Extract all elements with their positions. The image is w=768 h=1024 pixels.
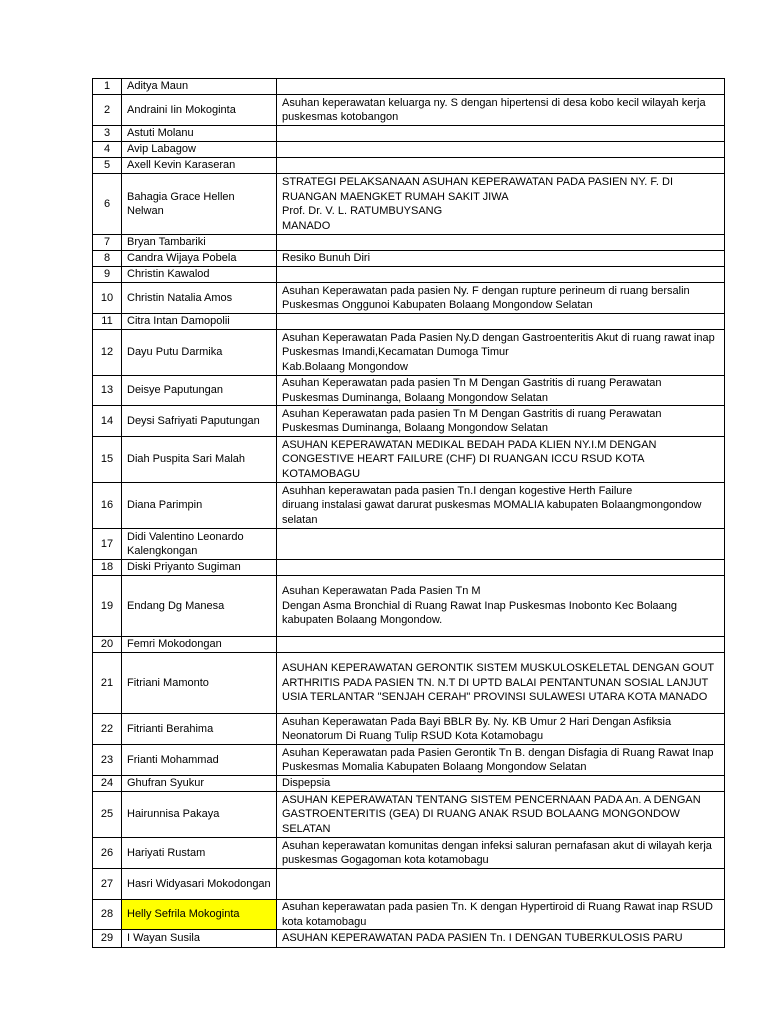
row-number: 11 <box>93 314 122 330</box>
thesis-topic: Asuhan Keperawatan Pada Pasien Ny.D dengan Gastroenteritis Akut di ruang rawat inap Puskesmas Imandi,Kecamatan Dumoga Timur Kab.Bolaang Mongondow <box>277 330 725 376</box>
student-name: Bahagia Grace Hellen Nelwan <box>122 174 277 235</box>
thesis-topic: Dispepsia <box>277 776 725 792</box>
row-number: 22 <box>93 714 122 745</box>
table-row <box>93 483 725 529</box>
thesis-topic <box>277 560 725 576</box>
thesis-topic: Asuhan keperawatan keluarga ny. S dengan hipertensi di desa kobo kecil wilayah kerja puskesmas kotobangon <box>277 95 725 126</box>
row-number: 17 <box>93 529 122 560</box>
table-row <box>93 376 725 406</box>
thesis-topic <box>277 79 725 95</box>
student-name: Astuti Molanu <box>122 126 277 142</box>
thesis-topic <box>277 314 725 330</box>
student-name: Didi Valentino Leonardo Kalengkongan <box>122 529 277 560</box>
student-name: Bryan Tambariki <box>122 235 277 251</box>
student-name: Axell Kevin Karaseran <box>122 158 277 174</box>
row-number: 15 <box>93 437 122 483</box>
thesis-topic <box>277 637 725 653</box>
thesis-topic: Asuhan Keperawatan Pada Bayi BBLR By. Ny. KB Umur 2 Hari Dengan Asfiksia Neonatorum Di Ruang Tulip RSUD Kota Kotamobagu <box>277 714 725 745</box>
row-number: 23 <box>93 745 122 776</box>
student-name: Endang Dg Manesa <box>122 576 277 637</box>
thesis-topic: Asuhan Keperawatan pada pasien Tn M Dengan Gastritis di ruang Perawatan Puskesmas Duminanga, Bolaang Mongondow Selatan <box>277 406 725 437</box>
row-number: 27 <box>93 869 122 900</box>
thesis-topic: ASUHAN KEPERAWATAN MEDIKAL BEDAH PADA KLIEN NY.I.M DENGAN CONGESTIVE HEART FAILURE (CHF) DI RUANGAN ICCU RSUD KOTA KOTAMOBAGU <box>277 437 725 483</box>
thesis-topic: Asuhhan keperawatan pada pasien Tn.I dengan kogestive Herth Failure diruang instalasi gawat darurat puskesmas MOMALIA kabupaten Bolaangmongondow selatan <box>277 483 725 529</box>
row-number: 7 <box>93 235 122 251</box>
row-number: 14 <box>93 406 122 437</box>
row-number: 3 <box>93 126 122 142</box>
student-name: Hariyati Rustam <box>122 838 277 869</box>
table-row <box>93 637 725 653</box>
table-row <box>93 576 725 637</box>
thesis-topic: Resiko Bunuh Diri <box>277 251 725 267</box>
row-number: 1 <box>93 79 122 95</box>
thesis-topic: ASUHAN KEPERAWATAN GERONTIK SISTEM MUSKULOSKELETAL DENGAN GOUT ARTHRITIS PADA PASIEN TN. N.T DI UPTD BALAI PENTANTUNAN SOSIAL LANJUT USIA TERLANTAR "SENJAH CERAH" PROVINSI SULAWESI UTARA KOTA MANADO <box>277 653 725 714</box>
row-number: 2 <box>93 95 122 126</box>
thesis-topic <box>277 529 725 560</box>
student-name: Fitrianti Berahima <box>122 714 277 745</box>
row-number: 16 <box>93 483 122 529</box>
row-number: 5 <box>93 158 122 174</box>
row-number: 9 <box>93 267 122 283</box>
student-name: Fitriani Mamonto <box>122 653 277 714</box>
table-row <box>93 126 725 142</box>
table-row <box>93 714 725 745</box>
row-number: 10 <box>93 283 122 314</box>
thesis-topic: Asuhan Keperawatan pada pasien Ny. F dengan rupture perineum di ruang bersalin Puskesmas Onggunoi Kabupaten Bolaang Mongondow Selatan <box>277 283 725 314</box>
thesis-topic: Asuhan keperawatan pada pasien Tn. K dengan Hypertiroid di Ruang Rawat inap RSUD kota kotamobagu <box>277 900 725 930</box>
row-number: 21 <box>93 653 122 714</box>
table-row <box>93 314 725 330</box>
row-number: 20 <box>93 637 122 653</box>
thesis-topic: ASUHAN KEPERAWATAN TENTANG SISTEM PENCERNAAN PADA An. A DENGAN GASTROENTERITIS (GEA) DI RUANG ANAK RSUD BOLAANG MONGONDOW SELATAN <box>277 792 725 838</box>
thesis-topic <box>277 869 725 900</box>
row-number: 18 <box>93 560 122 576</box>
row-number: 4 <box>93 142 122 158</box>
table-row <box>93 251 725 267</box>
table-row <box>93 900 725 930</box>
table-row <box>93 653 725 714</box>
student-name: Femri Mokodongan <box>122 637 277 653</box>
table-row <box>93 838 725 869</box>
row-number: 6 <box>93 174 122 235</box>
thesis-topic: Asuhan Keperawatan Pada Pasien Tn M Dengan Asma Bronchial di Ruang Rawat Inap Puskesmas Inobonto Kec Bolaang kabupaten Bolaang Mongondow. <box>277 576 725 637</box>
row-number: 19 <box>93 576 122 637</box>
table-row <box>93 529 725 560</box>
thesis-topic: ASUHAN KEPERAWATAN PADA PASIEN Tn. I DENGAN TUBERKULOSIS PARU <box>277 930 725 948</box>
table-row <box>93 267 725 283</box>
thesis-topic <box>277 158 725 174</box>
student-name: Aditya Maun <box>122 79 277 95</box>
student-name: Frianti Mohammad <box>122 745 277 776</box>
table-row <box>93 406 725 437</box>
student-name: Deysi Safriyati Paputungan <box>122 406 277 437</box>
table-row <box>93 930 725 948</box>
student-name: Dayu Putu Darmika <box>122 330 277 376</box>
row-number: 29 <box>93 930 122 948</box>
row-number: 28 <box>93 900 122 930</box>
student-name: Diah Puspita Sari Malah <box>122 437 277 483</box>
row-number: 26 <box>93 838 122 869</box>
student-name: Avip Labagow <box>122 142 277 158</box>
table-row <box>93 174 725 235</box>
student-name: Christin Kawalod <box>122 267 277 283</box>
thesis-topic <box>277 235 725 251</box>
table-body <box>93 79 725 948</box>
student-name: Helly Sefrila Mokoginta <box>122 900 277 930</box>
table-row <box>93 79 725 95</box>
student-name: Andraini Iin Mokoginta <box>122 95 277 126</box>
table-row <box>93 235 725 251</box>
student-name: Hairunnisa Pakaya <box>122 792 277 838</box>
student-name: Citra Intan Damopolii <box>122 314 277 330</box>
thesis-topic: Asuhan keperawatan komunitas dengan infeksi saluran pernafasan akut di wilayah kerja puskesmas Gogagoman kota kotamobagu <box>277 838 725 869</box>
row-number: 24 <box>93 776 122 792</box>
row-number: 12 <box>93 330 122 376</box>
student-name: Deisye Paputungan <box>122 376 277 406</box>
table-row <box>93 95 725 126</box>
thesis-topic: STRATEGI PELAKSANAAN ASUHAN KEPERAWATAN PADA PASIEN NY. F. DI RUANGAN MAENGKET RUMAH SAKIT JIWA Prof. Dr. V. L. RATUMBUYSANG MANADO <box>277 174 725 235</box>
table-row <box>93 745 725 776</box>
row-number: 25 <box>93 792 122 838</box>
student-name: Hasri Widyasari Mokodongan <box>122 869 277 900</box>
table-row <box>93 560 725 576</box>
student-name: I Wayan Susila <box>122 930 277 948</box>
student-name: Christin Natalia Amos <box>122 283 277 314</box>
student-name: Candra Wijaya Pobela <box>122 251 277 267</box>
thesis-topic <box>277 142 725 158</box>
table-row <box>93 792 725 838</box>
student-name: Diski Priyanto Sugiman <box>122 560 277 576</box>
thesis-topic <box>277 267 725 283</box>
thesis-topic <box>277 126 725 142</box>
table-row <box>93 869 725 900</box>
table-row <box>93 283 725 314</box>
thesis-topic: Asuhan Keperawatan pada Pasien Gerontik Tn B. dengan Disfagia di Ruang Rawat Inap Puskesmas Momalia Kabupaten Bolaang Mongondow Selatan <box>277 745 725 776</box>
row-number: 8 <box>93 251 122 267</box>
table-row <box>93 158 725 174</box>
table-row <box>93 330 725 376</box>
row-number: 13 <box>93 376 122 406</box>
table-row <box>93 437 725 483</box>
student-name: Diana Parimpin <box>122 483 277 529</box>
table-row <box>93 142 725 158</box>
table-row <box>93 776 725 792</box>
thesis-topic: Asuhan Keperawatan pada pasien Tn M Dengan Gastritis di ruang Perawatan Puskesmas Duminanga, Bolaang Mongondow Selatan <box>277 376 725 406</box>
student-topic-table <box>92 78 725 948</box>
student-name: Ghufran Syukur <box>122 776 277 792</box>
